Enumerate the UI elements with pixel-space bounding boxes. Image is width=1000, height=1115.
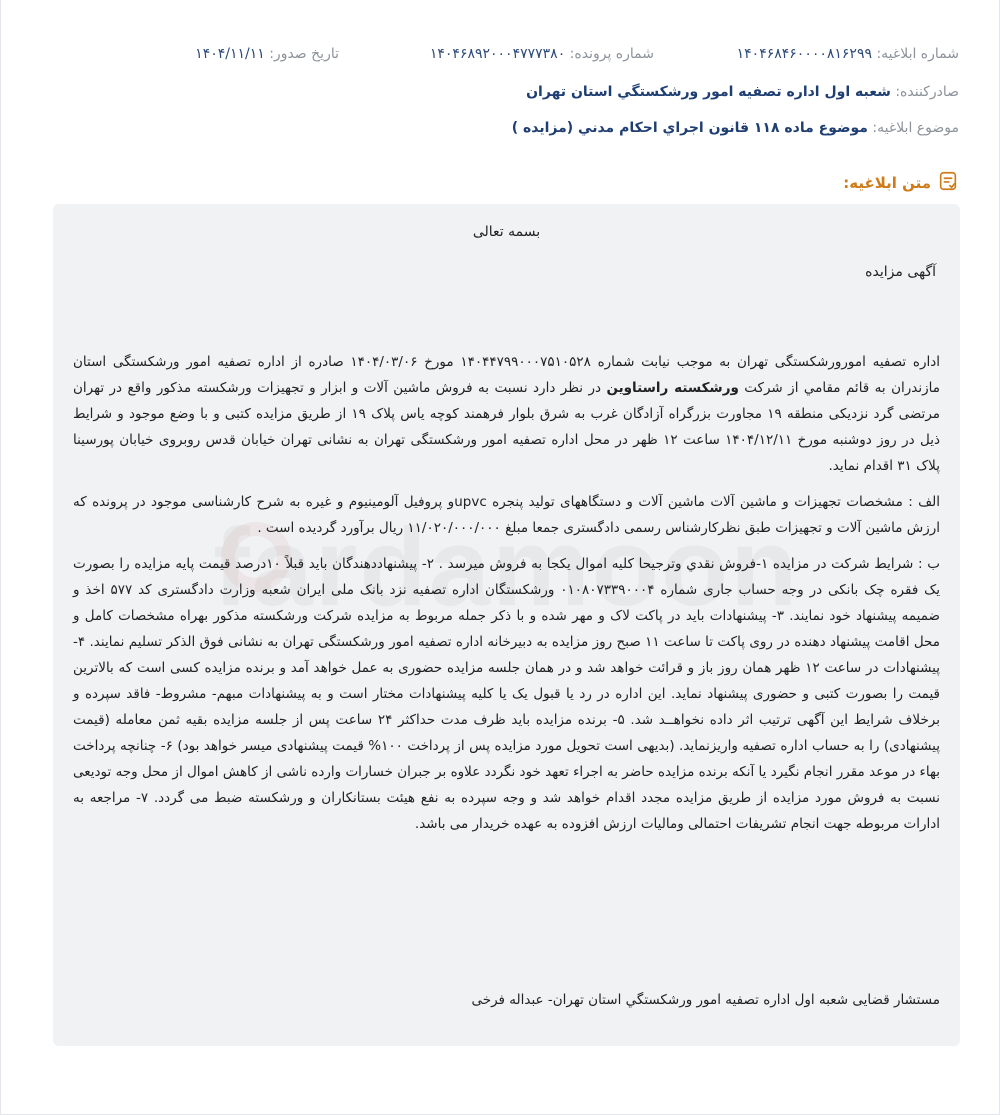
- company-name: ورشکسته راستاوین: [606, 380, 739, 396]
- subject-value: موضوع ماده ۱۱۸ قانون اجراي احكام مدني (مزايده ): [511, 120, 868, 136]
- issue-date: [195, 46, 339, 62]
- paragraph-intro: [73, 349, 940, 479]
- notice-text-section-title: [843, 172, 959, 194]
- notice-text-box: [53, 204, 960, 1046]
- issue-date-value: ۱۴۰۴/۱۱/۱۱: [195, 46, 265, 62]
- notice-number: [737, 46, 959, 62]
- intro-text-b: در نظر دارد نسبت به فروش ماشین آلات و ابزار و تجهیزات ورشکسته مذکور واقع در تهران مرتضی گرد نزدیکی منطقه ۱۹ مجاورت بزرگراه آزادگان غرب به شرق بلوار فرهمند کوچه یاس پلاک ۱۹ از طریق مزایده کتبی و با وضع موجود و شرایط ذیل در روز دوشنبه مورخ ۱۴۰۴/۱۲/۱۱ ساعت ۱۲ ظهر در محل اداره تصفیه امور ورشکستگی تهران به نشانی تهران خیابان قدس روبروی خیابان پورسینا پلاک ۳۱ اقدام نماید.: [73, 380, 940, 474]
- notice-body: [73, 349, 940, 847]
- issuer-value: شعبه اول اداره تصفیه امور ورشکستگي استان تهران: [526, 84, 891, 100]
- bismillah: بسمه تعالی: [472, 224, 541, 240]
- case-number: [430, 46, 654, 62]
- intro-text-a: اداره تصفیه امورورشکستگی تهران به موجب نیابت شماره ۱۴۰۴۴۷۹۹۰۰۰۷۵۱۰۵۲۸ مورخ ۱۴۰۴/۰۳/۰۶ صادره از اداره تصفیه امور ورشکستگی استان مازندران به قائم مقامي از شرکت: [73, 354, 941, 396]
- issuer-line: [526, 84, 959, 100]
- paragraph-specs: الف : مشخصات تجهیزات و ماشین آلات ماشین آلات و دستگاههای تولید پنجره upvcو پروفیل آلومینیوم و غیره به شرح کارشناسی موجود در پرونده که ارزش ماشین آلات و تجهیزات طبق نظرکارشناس رسمی دادگستری جمعا مبلغ ۱۱/۰۲۰/۰۰۰/۰۰۰ ریال برآورد گردیده است .: [73, 494, 941, 536]
- issue-date-label: تاریخ صدور:: [269, 46, 339, 62]
- notice-number-label: شماره ابلاغیه:: [876, 46, 959, 62]
- issuer-label: صادرکننده:: [895, 84, 959, 100]
- section-title-text: متن ابلاغیه:: [843, 174, 931, 192]
- subject-label: موضوع ابلاغیه:: [872, 120, 959, 136]
- notice-number-value: ۱۴۰۴۶۸۴۶۰۰۰۰۸۱۶۲۹۹: [736, 46, 872, 62]
- notice-meta-row: [41, 46, 959, 70]
- paragraph-conditions: ب : شرایط شرکت در مزایده ۱-فروش نقدي وترجیحا کلیه اموال یکجا به فروش میرسد . ۲- پیشنهاددهندگان باید قبلاً ۱۰درصد قیمت پایه مزایده را بصورت یک فقره چک بانکی در وجه حساب جاری شماره ۰۱۰۸۰۷۳۳۹۰۰۰۴ ورشکستگان اداره تصفیه نزد بانک ملی ایران شعبه وزارت دادگستری کد ۵۷۷ اخذ و ضمیمه پیشنهاد خود نمایند. ۳- پیشنهادات باید در پاکت لاک و مهر شده و با ذکر جمله مربوط به مزایده شرکت ورشکسته مذکور بهراه مشخصات کامل و محل اقامت پیشنهاد دهنده در روی پاکت تا ساعت ۱۱ صبح روز مزایده به دبیرخانه اداره تصفیه امور ورشکستگی تهران به نشانی فوق الذکر تسلیم نمایند. ۴- پیشنهادات در ساعت ۱۲ ظهر همان روز باز و قرائت خواهد شد و در همان جلسه مزایده حضوری به عمل خواهد آمد و برنده مزایده کسی است که بالاترین قیمت را بصورت کتبی و حضوری پیشنهاد نماید. این اداره در رد یا قبول یک یا کلیه پیشنهادات مختار است و به پیشنهادات مبهم- مشروط- فاقد سپرده و برخلاف شرایط این آگهی ترتیب اثر داده نخواهــد شد. ۵- برنده مزایده باید ظرف مدت حداکثر ۲۴ ساعت پس از جلسه مزایده بقیه ثمن معامله (قیمت پیشنهادی) را به حساب اداره تصفیه واریزنماید. (بدیهی است تحویل مورد مزایده پس از پرداخت ۱۰۰% قیمت پیشنهادی میسر خواهد بود) ۶- چنانچه پرداخت بهاء در موعد مقرر انجام نگیرد یا آنکه برنده مزایده حاضر به اجراء تعهد خود نگردد علاوه بر جبران خسارات وارده ناشی از کاهش اموال از محل وجه تودیعی نسبت به فروش مورد مزایده از طریق مزایده مجدد اقدام خواهد شد و وجه سپرده به نفع هیئت بستانکاران و ورشکسته ضبط می گردد. ۷- مراجعه به ادارات مربوطه جهت انجام تشریفات احتمالی ومالیات ارزش افزوده به عهده خریدار می باشد.: [73, 556, 940, 832]
- case-number-value: ۱۴۰۴۶۸۹۲۰۰۰۴۷۷۷۳۸۰: [429, 46, 566, 62]
- subject-line: [512, 120, 959, 136]
- document-note-icon: [937, 170, 959, 196]
- notice-heading: آگهی مزایده: [865, 264, 936, 280]
- case-number-label: شماره پرونده:: [569, 46, 654, 62]
- signature-line: مستشار قضایی شعبه اول اداره تصفیه امور ورشکستگي استان تهران- عبداله فرخی: [471, 992, 940, 1008]
